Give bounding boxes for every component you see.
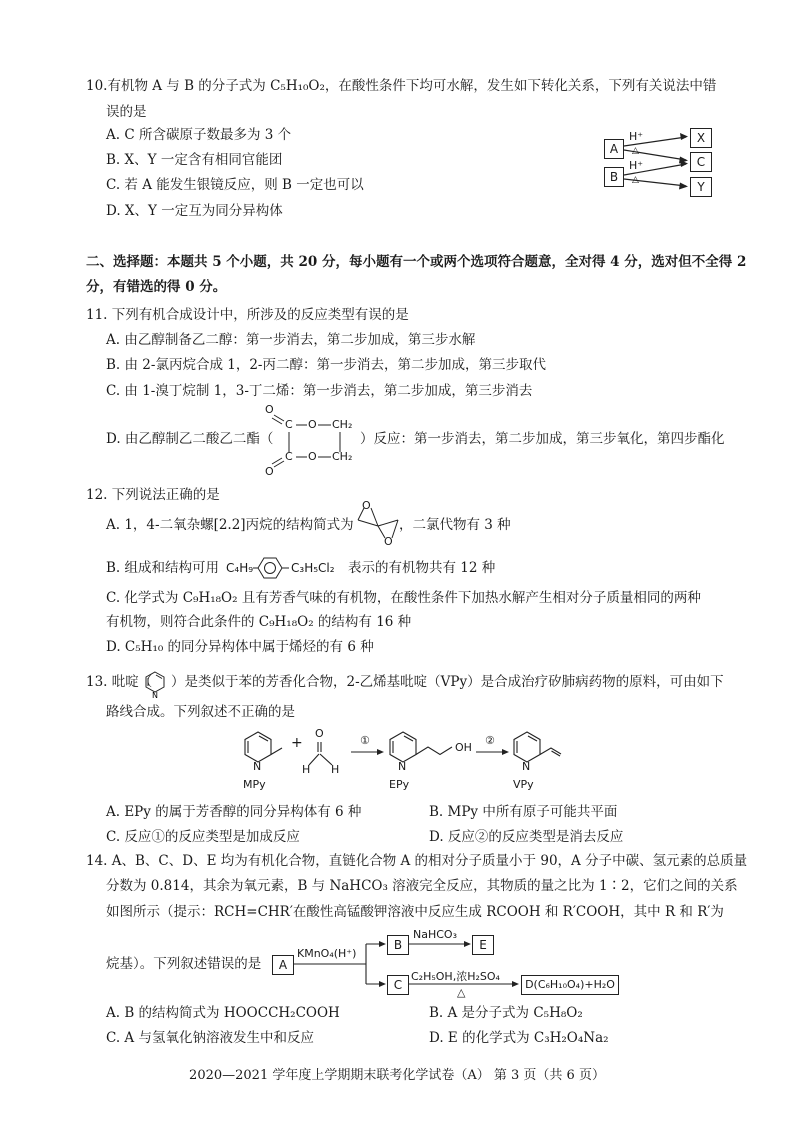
struct-o-bottom: O: [265, 465, 274, 478]
q10-condition-acid-top: H⁺: [629, 130, 644, 143]
q11-stem: 11. 下列有机合成设计中，所涉及的反应类型有误的是: [86, 307, 409, 323]
q14-box-d: D(C₆H₁₀O₄)+H₂O: [521, 975, 619, 995]
mpy-n: N: [253, 760, 262, 773]
step1-label: ①: [360, 734, 370, 747]
formaldehyde-h-left: H: [302, 763, 311, 776]
q14-stem-line2: 分数为 0.814，其余为氧元素，B 与 NaHCO₃ 溶液完全反应，其物质的量之比为 1∶2，它们之间的关系: [106, 878, 738, 894]
q11-option-a: A. 由乙醇制备乙二醇：第一步消去，第二步加成，第三步水解: [106, 332, 476, 348]
q14-box-b: B: [387, 935, 409, 955]
q14-reagent-nahco3: NaHCO₃: [413, 928, 457, 941]
q14-stem-line4: 烷基）。下列叙述错误的是: [106, 956, 262, 972]
vpy-n: N: [522, 760, 531, 773]
struct-ch2-top: CH₂: [332, 418, 353, 431]
q10-box-c: C: [690, 152, 712, 172]
q10-option-c: C. 若 A 能发生银镜反应，则 B 一定也可以: [106, 177, 364, 193]
q12-option-c-line2: 有机物，则符合此条件的 C₉H₁₈O₂ 的结构有 16 种: [106, 614, 412, 630]
q12-option-b-prefix: B. 组成和结构可用: [106, 560, 220, 576]
q10-box-x: X: [690, 128, 712, 148]
struct-c-top: C: [285, 418, 293, 431]
q10-box-a: A: [604, 139, 624, 159]
q11-option-b: B. 由 2-氯丙烷合成 1，2-丙二醇：第一步消去，第二步加成，第三步取代: [106, 357, 546, 373]
q13-option-a: A. EPy 的属于芳香醇的同分异构体有 6 种: [106, 804, 362, 820]
vpy-label: VPy: [513, 778, 534, 791]
q12-b-substituent-right: C₃H₅Cl₂: [291, 561, 335, 575]
q13-stem-line2: 路线合成。下列叙述不正确的是: [106, 704, 295, 720]
q10-condition-heat-top: △: [632, 146, 639, 156]
q14-reagent-ethanol: C₂H₅OH,浓H₂SO₄: [411, 970, 500, 983]
section2-heading-line2: 分，有错选的得 0 分。: [86, 279, 227, 295]
q14-stem-line3: 如图所示（提示：RCH=CHR′在酸性高锰酸钾溶液中反应生成 RCOOH 和 R′COOH，其中 R 和 R′为: [106, 904, 724, 920]
q14-box-a: A: [272, 955, 294, 975]
q12-option-c-line1: C. 化学式为 C₉H₁₈O₂ 且有芳香气味的有机物，在酸性条件下加热水解产生相对分子质量相同的两种: [106, 590, 701, 606]
epy-oh: OH: [455, 741, 472, 754]
q14-option-a: A. B 的结构简式为 HOOCCH₂COOH: [106, 1005, 340, 1021]
struct-ring-o-bottom: O: [308, 450, 317, 463]
q12-option-b-suffix: 表示的有机物共有 12 种: [348, 560, 496, 576]
struct-c-bottom: C: [285, 450, 293, 463]
q10-option-b: B. X、Y 一定含有相同官能团: [106, 152, 283, 168]
q14-option-c: C. A 与氢氧化钠溶液发生中和反应: [106, 1030, 314, 1046]
spiro-o-bottom: O: [384, 535, 393, 548]
mpy-label: MPy: [243, 778, 266, 791]
q12-stem: 12. 下列说法正确的是: [86, 487, 220, 503]
q11-option-c: C. 由 1-溴丁烷制 1，3-丁二烯：第一步消去，第二步加成，第三步消去: [106, 383, 533, 399]
q14-reagent-kmno4: KMnO₄(H⁺): [297, 947, 357, 960]
epy-n: N: [398, 760, 407, 773]
q12-b-substituent-left: C₄H₉: [226, 561, 254, 575]
step2-label: ②: [485, 734, 495, 747]
q14-condition-heat: △: [457, 986, 466, 999]
q14-stem-line1: 14. A、B、C、D、E 均为有机化合物，直链化合物 A 的相对分子质量小于 90，A 分子中碳、氢元素的总质量: [86, 853, 748, 869]
q10-stem-line2: 误的是: [106, 104, 147, 120]
struct-ch2-bottom: CH₂: [332, 450, 353, 463]
epy-label: EPy: [389, 778, 410, 791]
formaldehyde-h-right: H: [331, 763, 340, 776]
q10-option-a: A. C 所含碳原子数最多为 3 个: [106, 127, 292, 143]
q13-stem-prefix: 13. 吡啶（: [86, 674, 153, 690]
section2-heading-line1: 二、选择题：本题共 5 个小题，共 20 分，每小题有一个或两个选项符合题意，全对得 4 分，选对但不全得 2: [86, 254, 747, 270]
q14-option-b: B. A 是分子式为 C₅H₈O₂: [429, 1005, 583, 1021]
q13-option-b: B. MPy 中所有原子可能共平面: [429, 804, 618, 820]
page-footer: 2020—2021 学年度上学期期末联考化学试卷（A） 第 3 页（共 6 页）: [189, 1068, 605, 1083]
struct-ring-o-top: O: [308, 418, 317, 431]
q13-option-c: C. 反应①的反应类型是加成反应: [106, 829, 300, 845]
q12-option-d: D. C₅H₁₀ 的同分异构体中属于烯烃的有 6 种: [106, 639, 374, 655]
q11-option-d-prefix: D. 由乙醇制乙二酸乙二酯（: [106, 431, 274, 447]
spiro-o-top: O: [362, 499, 371, 512]
q12-option-a-suffix: ，二氯代物有 3 种: [399, 517, 511, 533]
svg-text:N: N: [152, 691, 158, 700]
plus-sign: +: [291, 735, 303, 751]
q10-stem-line1: 10.有机物 A 与 B 的分子式为 C₅H₁₀O₂，在酸性条件下均可水解，发生如下转化关系，下列有关说法中错: [86, 78, 717, 94]
q10-condition-acid-bottom: H⁺: [629, 159, 644, 172]
formaldehyde-o: O: [315, 727, 324, 740]
q13-option-d: D. 反应②的反应类型是消去反应: [429, 829, 624, 845]
q10-box-y: Y: [690, 177, 712, 197]
q12-option-a-prefix: A. 1，4-二氧杂螺[2.2]丙烷的结构简式为: [106, 517, 354, 533]
q11-option-d-suffix: ）反应：第一步消去，第二步加成，第三步氧化，第四步酯化: [360, 431, 725, 447]
q14-box-c: C: [387, 975, 409, 995]
q14-box-e: E: [472, 935, 494, 955]
q13-stem-suffix: ）是类似于苯的芳香化合物，2-乙烯基吡啶（VPy）是合成治疗矽肺病药物的原料，可由如下: [171, 674, 724, 690]
q14-option-d: D. E 的化学式为 C₃H₂O₄Na₂: [429, 1030, 609, 1046]
q10-option-d: D. X、Y 一定互为同分异构体: [106, 203, 283, 219]
q10-box-b: B: [604, 167, 624, 187]
q10-condition-heat-bottom: △: [632, 175, 639, 185]
struct-o-top: O: [265, 403, 274, 416]
